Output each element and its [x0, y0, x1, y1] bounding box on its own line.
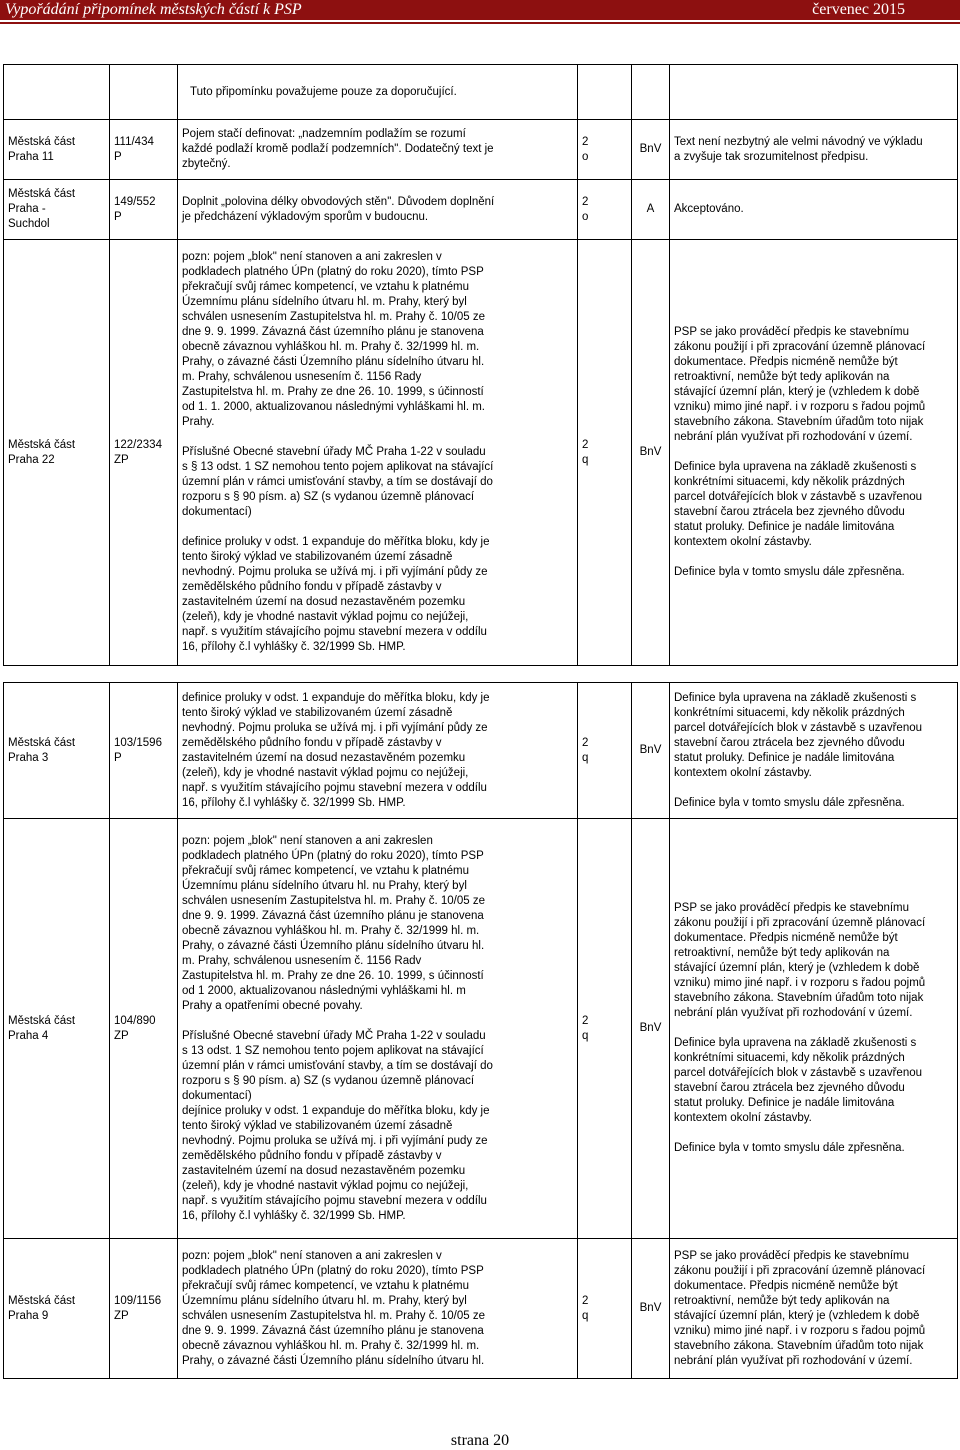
table-row	[4, 120, 958, 180]
comment-id-cell: 109/1156 ZP	[110, 1239, 178, 1379]
comments-table-1	[3, 64, 958, 666]
table-row	[4, 1239, 958, 1379]
status-cell: BnV	[632, 240, 670, 666]
comment-text-cell: Doplnit „polovina délky obvodových stěn". Důvodem doplnění je předcházení výkladovým sporům v budoucnu.	[178, 180, 578, 240]
comment-id-cell: 111/434 P	[110, 120, 178, 180]
category-cell: 2 q	[578, 819, 632, 1239]
district-cell: Městská část Praha 4	[4, 819, 110, 1239]
category-cell: 2 q	[578, 240, 632, 666]
district-cell: Městská část Praha 22	[4, 240, 110, 666]
document-title: Vypořádání připomínek městských částí k PSP	[5, 1, 302, 18]
comment-id-cell: 149/552 P	[110, 180, 178, 240]
table-row	[4, 819, 958, 1239]
comments-table-2	[3, 682, 958, 1379]
comment-id-cell: 104/890 ZP	[110, 819, 178, 1239]
comment-text-cell: pozn: pojem „blok" není stanoven a ani zakreslen v podkladech platného ÚPn (platný do roku 2020), tímto PSP překračují svůj rámec kompetencí, ve vztahu k platnému Územnímu plánu sídelního útvaru hl. m. Prahy, který byl schválen usnesením Zastupitelstva hl. m. Prahy č. 10/05 ze dne 9. 9. 1999. Závazná část územního plánu je stanovena obecně závaznou vyhláškou hl. m. Prahy č. 32/1999 hl. m. Prahy, o závazné části Územního plánu sídelního útvaru hl.	[178, 1239, 578, 1379]
table-row	[4, 180, 958, 240]
comment-text-cell: pozn: pojem „blok" není stanoven a ani zakreslen v podkladech platného ÚPn (platný do roku 2020), tímto PSP překračují svůj rámec kompetencí, ve vztahu k platnému Územnímu plánu sídelního útvaru hl. m. Prahy, který byl schválen usnesením Zastupitelstva hl. m. Prahy č. 10/05 ze dne 9. 9. 1999. Závazná část územního plánu je stanovena obecně závaznou vyhláškou hl. m. Prahy č. 32/1999 hl. m. Prahy, o závazné části Územního plánu sídelního útvaru hl. m. Prahy, schválenou usnesením č. 1156 Rady Zastupitelstva hl. m. Prahy ze dne 26. 10. 1999, s účinností od 1. 1. 2000, aktualizovanou následnými vyhláškami hl. m. Prahy. Příslušné Obecné stavební úřady MČ Praha 1-22 v souladu s § 13 odst. 1 SZ nemohou tento pojem aplikovat na stávající územní plán v rámci umisťování stavby, a tím se dostávají do rozporu s § 90 písm. a) SZ (s vydanou územně plánovací dokumentací) definice proluky v odst. 1 expanduje do měřítka bloku, kdy je tento široký výklad ve stabilizovaném území zásadně nevhodný. Pojmu proluka se užívá mj. i při vyjímání půdy ze zemědělského půdního fondu v případě zástavby v zastavitelném území na dosud nezastavěném pozemku (zeleň), kdy je vhodné nastavit výklad pojmu co nejúžeji, např. s využitím stávajícího pojmu stavební mezera v oddílu 16, přílohy č.l vyhlášky č. 32/1999 Sb. HMP.	[178, 240, 578, 666]
category-cell: 2 q	[578, 1239, 632, 1379]
page-header	[0, 0, 960, 20]
page-number: strana 20	[450, 1432, 510, 1449]
intro-note: Tuto připomínku považujeme pouze za doporučující.	[178, 65, 578, 120]
document-date: červenec 2015	[812, 1, 905, 18]
table-row	[4, 683, 958, 819]
category-cell: 2 o	[578, 180, 632, 240]
district-cell: Městská část Praha 3	[4, 683, 110, 819]
response-cell: PSP se jako prováděcí předpis ke stavebnímu zákonu použijí i při zpracování územně plánovací dokumentace. Předpis nicméně nemůže být retroaktivní, nemůže být tedy aplikován na stávající územní plán, který je (vzhledem k době vzniku) mimo jiné např. i v rozporu s řadou pojmů stavebního zákona. Stavebním úřadům toto nijak nebrání plán využívat při rozhodování v území.	[670, 1239, 958, 1379]
status-cell: A	[632, 180, 670, 240]
comment-text-cell: definice proluky v odst. 1 expanduje do měřítka bloku, kdy je tento široký výklad ve stabilizovaném území zásadně nevhodný. Pojmu proluka se užívá mj. i při vyjímání půdy ze zemědělského půdního fondu v případě zástavby v zastavitelném území na dosud nezastavěném pozemku (zeleň), kdy je vhodné nastavit výklad pojmu co nejúžeji, např. s využitím stávajícího pojmu stavební mezera v oddílu 16, přílohy č.l vyhlášky č. 32/1999 Sb. HMP.	[178, 683, 578, 819]
district-cell: Městská část Praha 11	[4, 120, 110, 180]
response-cell: Definice byla upravena na základě zkušenosti s konkrétními situacemi, kdy několik prázdných parcel dotvářejících blok v zástavbě s uzavřenou stavební čarou ztrácela bez zjevného důvodu statut proluky. Definice je nadále limitována kontextem okolní zástavby. Definice byla v tomto smyslu dále zpřesněna.	[670, 683, 958, 819]
comment-text-cell: Pojem stačí definovat: „nadzemním podlažím se rozumí každé podlaží kromě podlaží podzemních". Dodatečný text je zbytečný.	[178, 120, 578, 180]
category-cell: 2 o	[578, 120, 632, 180]
comment-id-cell: 122/2334 ZP	[110, 240, 178, 666]
category-cell: 2 q	[578, 683, 632, 819]
response-cell: PSP se jako prováděcí předpis ke stavebnímu zákonu použijí i při zpracování územně plánovací dokumentace. Předpis nicméně nemůže být retroaktivní, nemůže být tedy aplikován na stávající územní plán, který je (vzhledem k době vzniku) mimo jiné např. i v rozporu s řadou pojmů stavebního zákona. Stavebním úřadům toto nijak nebrání plán využívat při rozhodování v území. Definice byla upravena na základě zkušenosti s konkrétními situacemi, kdy několik prázdných parcel dotvářejících blok v zástavbě s uzavřenou stavební čarou ztrácela bez zjevného důvodu statut proluky. Definice je nadále limitována kontextem okolní zástavby. Definice byla v tomto smyslu dále zpřesněna.	[670, 240, 958, 666]
header-rule	[0, 22, 960, 24]
table-row	[4, 65, 958, 120]
response-cell: Text není nezbytný ale velmi návodný ve výkladu a zvyšuje tak srozumitelnost předpisu.	[670, 120, 958, 180]
status-cell: BnV	[632, 819, 670, 1239]
status-cell: BnV	[632, 683, 670, 819]
district-cell: Městská část Praha - Suchdol	[4, 180, 110, 240]
comment-id-cell: 103/1596 P	[110, 683, 178, 819]
status-cell: BnV	[632, 1239, 670, 1379]
table-row	[4, 240, 958, 666]
response-cell: PSP se jako prováděcí předpis ke stavebnímu zákonu použijí i při zpracování územně plánovací dokumentace. Předpis nicméně nemůže být retroaktivní, nemůže být tedy aplikován na stávající územní plán, který je (vzhledem k době vzniku) mimo jiné např. i v rozporu s řadou pojmů stavebního zákona. Stavebním úřadům toto nijak nebrání plán využívat při rozhodování v území. Definice byla upravena na základě zkušenosti s konkrétními situacemi, kdy několik prázdných parcel dotvářejících blok v zástavbě s uzavřenou stavební čarou ztrácela bez zjevného důvodu statut proluky. Definice je nadále limitována kontextem okolní zástavby. Definice byla v tomto smyslu dále zpřesněna.	[670, 819, 958, 1239]
response-cell: Akceptováno.	[670, 180, 958, 240]
status-cell: BnV	[632, 120, 670, 180]
comment-text-cell: pozn: pojem „blok" není stanoven a ani zakreslen podkladech platného ÚPn (platný do roku 2020), tímto PSP překračují svůj rámec kompetencí, ve vztahu k platnému Územnímu plánu sídelního útvaru hl. nu Prahy, který byl schválen usnesením Zastupitelstva hl. m. Prahy č. 10/05 ze dne 9. 9. 1999. Závazná část územního plánu je stanovena obecně závaznou vyhláškou hl. m. Prahy č. 32/1999 hl. m. Prahy, o závazné části Územního plánu sídelního útvaru hl. m. Prahy, schválenou usnesením č. 1156 Radv Zastupitelstva hl. m. Prahy ze dne 26. 10. 1999, s účinností od 1 2000, aktualizovanou následnými vyhláškami hl. m Prahy a opatřeními obecné povahy. Příslušné Obecné stavební úřady MČ Praha 1-22 v souladu s 13 odst. 1 SZ nemohou tento pojem aplikovat na stávající územní plán v rámci umisťování stavby, a tím se dostávají do rozporu s § 90 písm. a) SZ (s vydanou územně plánovací dokumentací) dejínice proluky v odst. 1 expanduje do měřítka bloku, kdy je tento široký výklad ve stabilizovaném území zásadně nevhodný. Pojmu proluka se užívá mj. i při vyjímání pudy ze zemědělského půdního fondu v případě zástavby v zastavitelném území na dosud nezastavěném pozemku (zeleň), kdy je vhodné nastavit výklad pojmu co nejúžeji, např. s využitím stávajícího pojmu stavební mezera v oddílu 16, přílohy č.l vyhlášky č. 32/1999 Sb. HMP.	[178, 819, 578, 1239]
district-cell: Městská část Praha 9	[4, 1239, 110, 1379]
